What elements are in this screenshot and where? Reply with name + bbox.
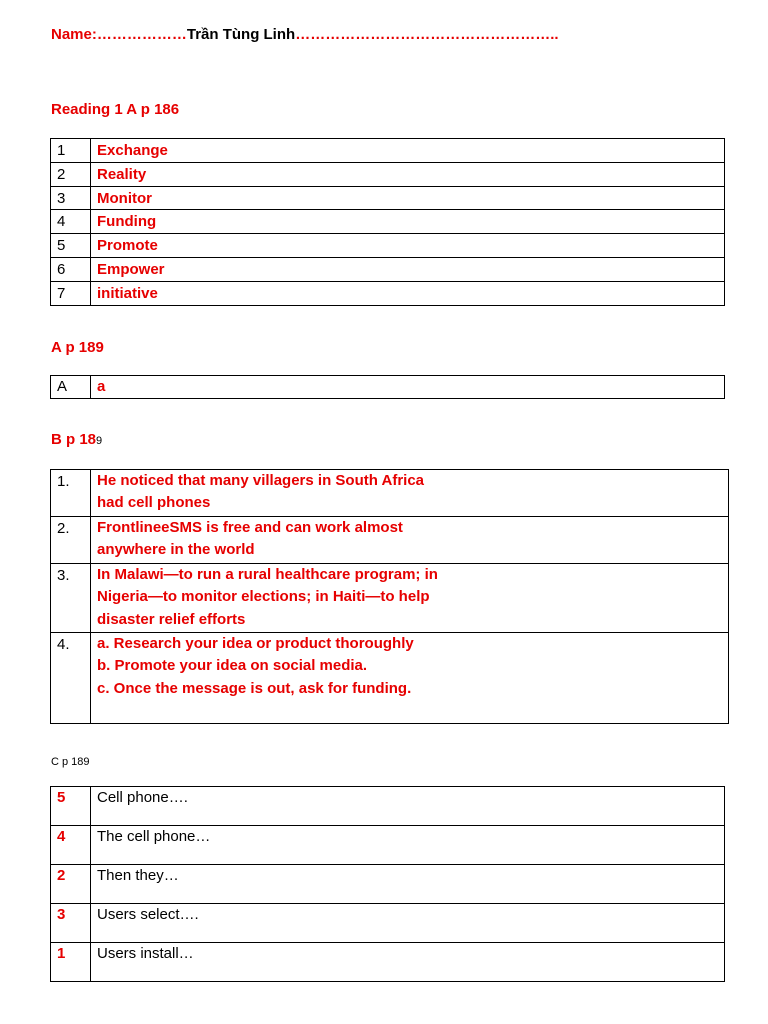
section3-heading (51, 431, 102, 448)
answer-line: c. Once the message is out, ask for funding. (97, 679, 412, 697)
answer-line: anywhere in the world (97, 541, 255, 559)
row-answer: a (91, 376, 725, 399)
row-number: 2 (51, 162, 91, 186)
table-row (51, 210, 725, 234)
table-row (51, 564, 729, 633)
row-number: 3 (51, 186, 91, 210)
table-row (51, 865, 725, 904)
row-order-number: 2 (51, 865, 91, 904)
row-order-number: 5 (51, 787, 91, 826)
row-number: 1 (51, 139, 91, 163)
row-number: 5 (51, 234, 91, 258)
row-number: 6 (51, 257, 91, 281)
section3-heading-main: B p 18 (51, 431, 97, 448)
answer-line: b. Promote your idea on social media. (97, 657, 368, 675)
table-row (51, 234, 725, 258)
table-row (51, 281, 725, 305)
ordering-table (50, 786, 725, 982)
row-number: 2. (51, 517, 91, 564)
student-name: Trần Tùng Linh (186, 26, 296, 43)
answer-line: FrontlineeSMS is free and can work almost (97, 519, 403, 536)
section4-heading: C p 189 (51, 756, 90, 768)
row-answer: Reality (91, 162, 725, 186)
table-row (51, 633, 729, 724)
row-order-number: 4 (51, 826, 91, 865)
section2-heading: A p 189 (51, 339, 104, 356)
row-answer: Monitor (91, 186, 725, 210)
table-row (51, 186, 725, 210)
answer-line: Nigeria—to monitor elections; in Haiti—to help (97, 588, 430, 606)
row-text: Cell phone…. (91, 787, 725, 826)
answer-line: He noticed that many villagers in South Africa (97, 472, 425, 489)
row-answer (91, 470, 729, 517)
table-row (51, 517, 729, 564)
table-row (51, 826, 725, 865)
row-order-number: 1 (51, 943, 91, 982)
table-row (51, 376, 725, 399)
name-trail: …………………………………………….. (295, 26, 559, 43)
answer-line: had cell phones (97, 494, 211, 512)
row-order-number: 3 (51, 904, 91, 943)
row-answer (91, 633, 729, 724)
table-row (51, 257, 725, 281)
table-row (51, 943, 725, 982)
row-number: 4 (51, 210, 91, 234)
section1-heading: Reading 1 A p 186 (51, 101, 180, 118)
answer-a-table (50, 375, 725, 399)
row-answer: Empower (91, 257, 725, 281)
row-answer (91, 517, 729, 564)
row-number: 1. (51, 470, 91, 517)
table-row (51, 162, 725, 186)
table-row (51, 787, 725, 826)
row-number: 3. (51, 564, 91, 633)
answer-line: a. Research your idea or product thoroughly (97, 635, 414, 652)
section3-heading-tail: 9 (96, 435, 103, 447)
answer-line: disaster relief efforts (97, 610, 246, 628)
row-answer (91, 564, 729, 633)
row-answer: Funding (91, 210, 725, 234)
row-text: Users select…. (91, 904, 725, 943)
answer-b-table (50, 469, 729, 724)
vocabulary-table (50, 138, 725, 306)
answer-line: In Malawi—to run a rural healthcare program; in (97, 566, 438, 583)
row-number: 4. (51, 633, 91, 724)
row-text: The cell phone… (91, 826, 725, 865)
row-text: Then they… (91, 865, 725, 904)
row-answer: Promote (91, 234, 725, 258)
table-row (51, 904, 725, 943)
name-label: Name:……………… (51, 26, 187, 43)
name-line (51, 26, 559, 43)
row-answer: Exchange (91, 139, 725, 163)
row-answer: initiative (91, 281, 725, 305)
table-row (51, 139, 725, 163)
row-number: A (51, 376, 91, 399)
row-text: Users install… (91, 943, 725, 982)
row-number: 7 (51, 281, 91, 305)
table-row (51, 470, 729, 517)
